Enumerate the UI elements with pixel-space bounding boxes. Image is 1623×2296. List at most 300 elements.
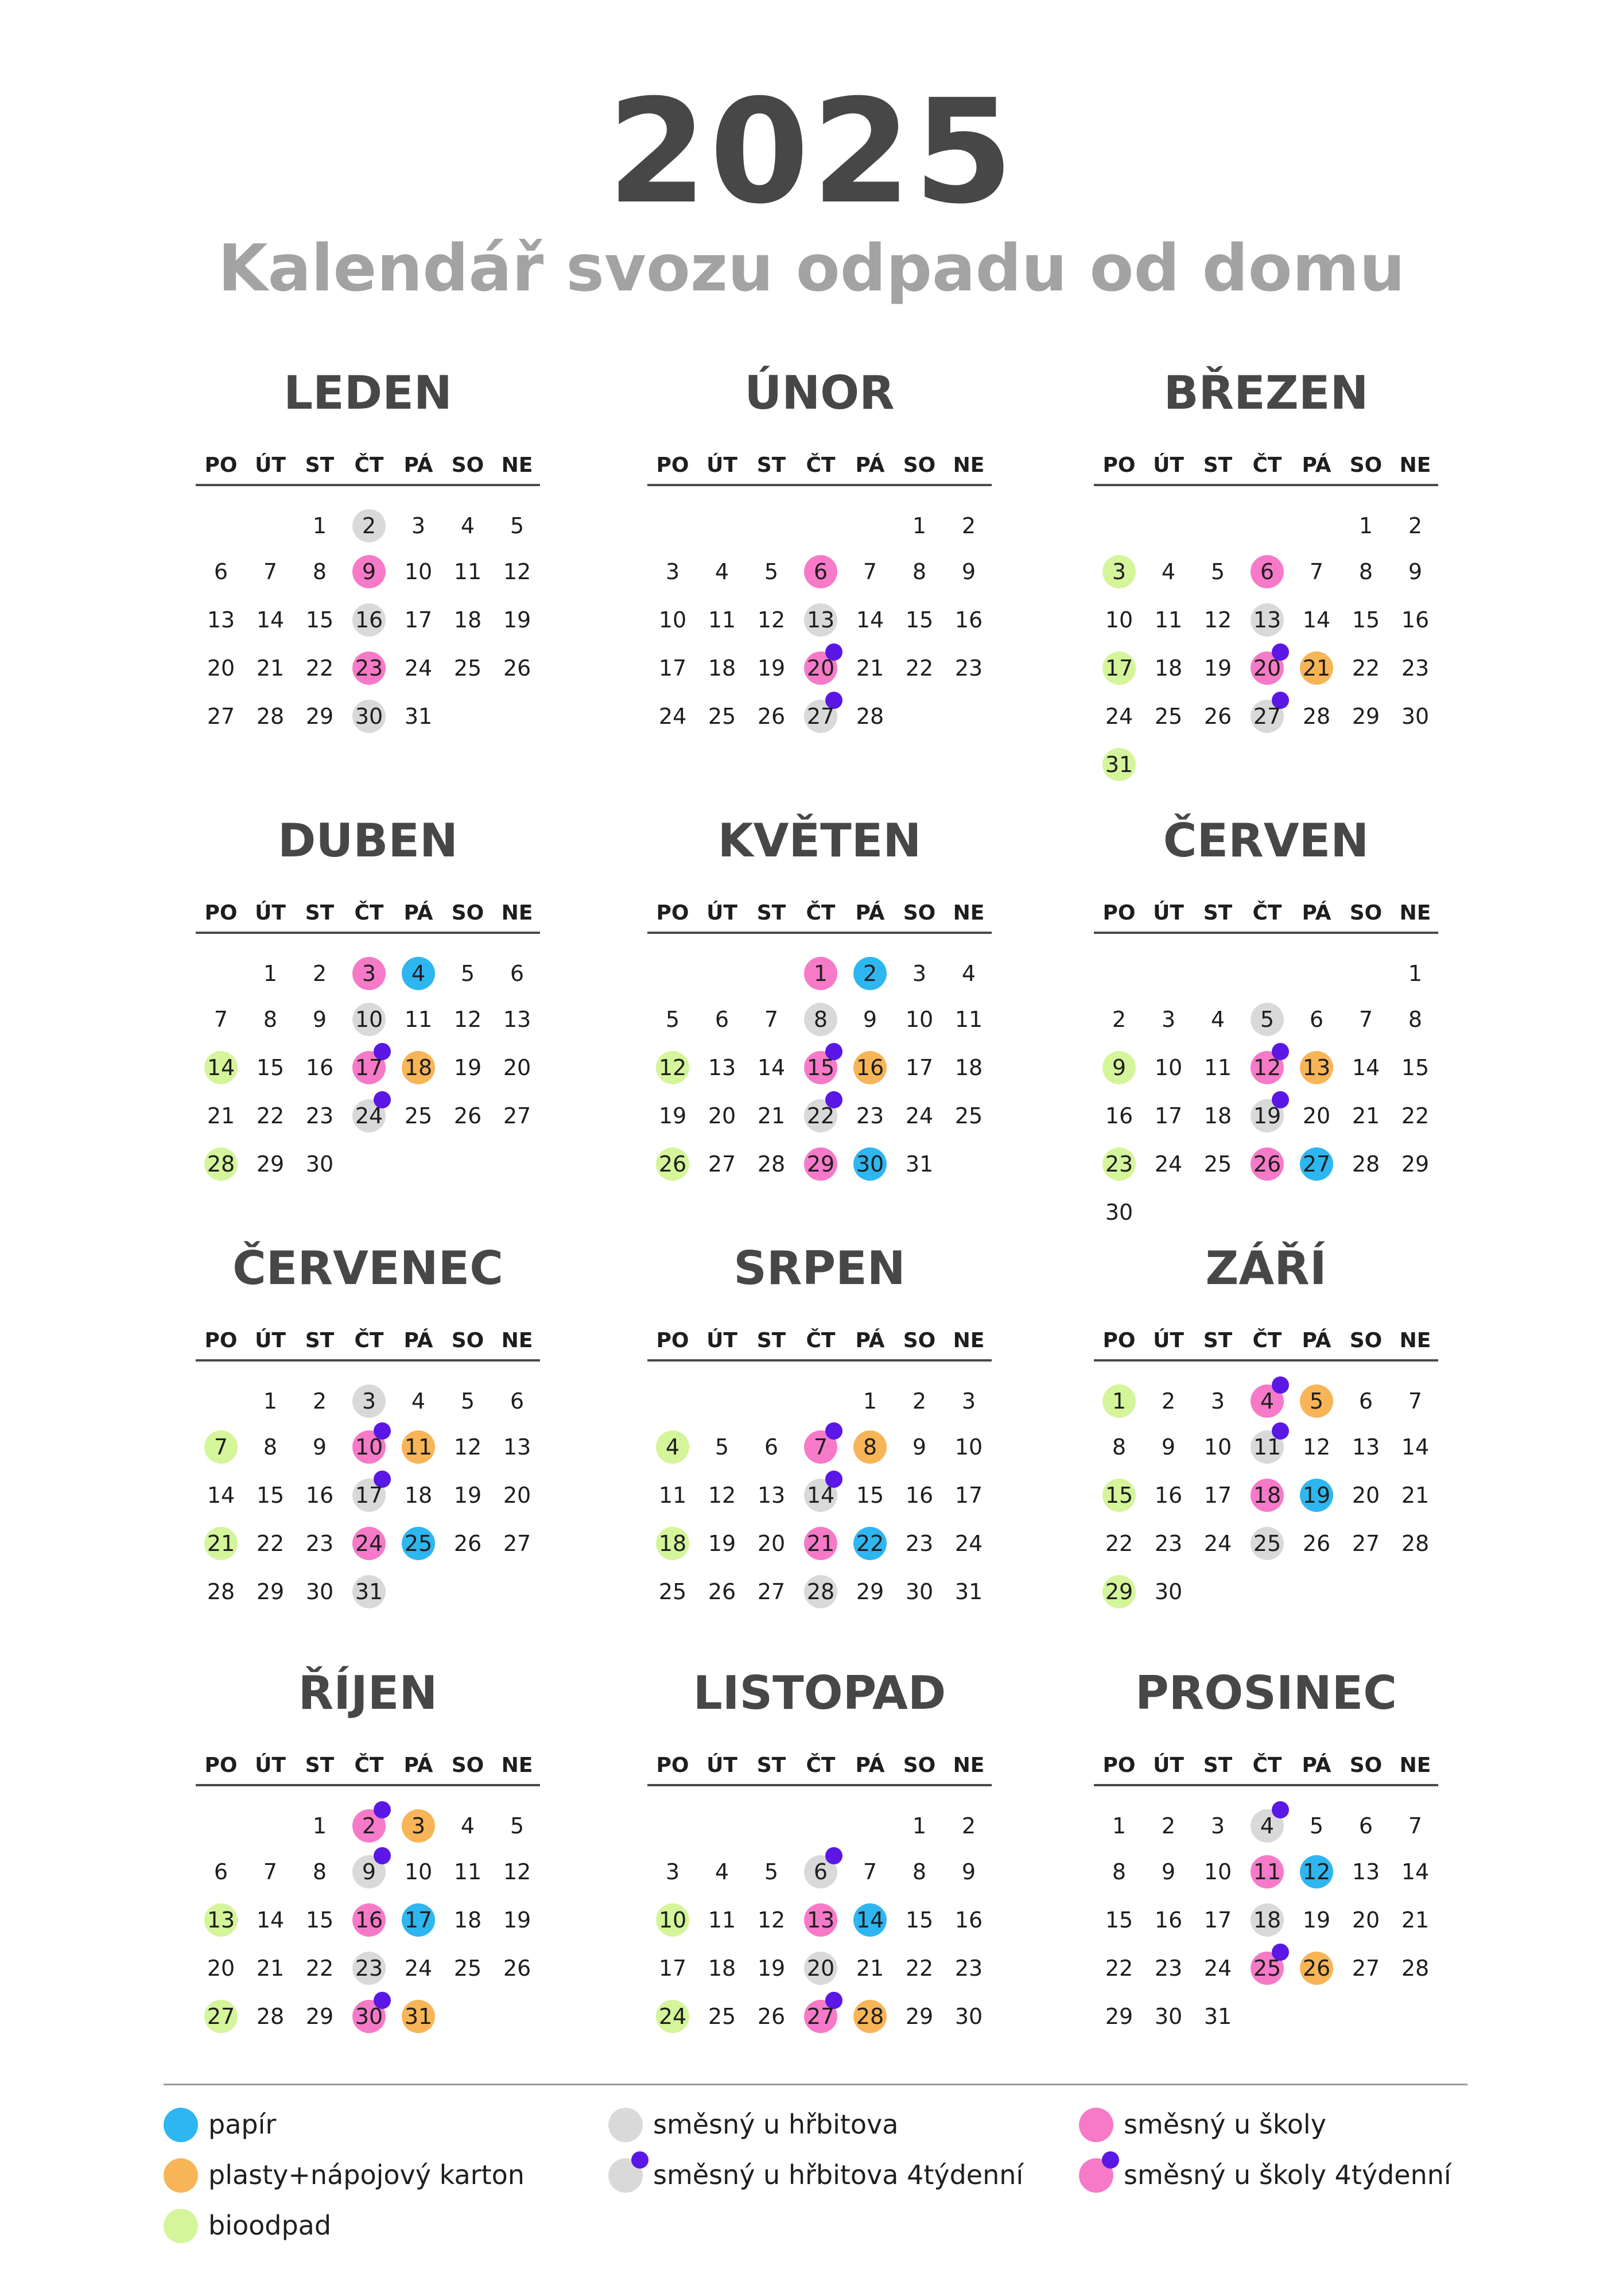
weekday-header: ÚT: [1153, 453, 1184, 477]
day-number: 12: [708, 1483, 736, 1508]
day-number: 5: [460, 961, 475, 986]
weekday-header: ST: [305, 453, 335, 477]
day-number: 25: [404, 1531, 433, 1556]
day-number: 12: [1302, 1434, 1331, 1460]
weekday-header: ST: [756, 1329, 786, 1352]
day-number: 16: [954, 607, 983, 633]
day-number: 30: [1401, 704, 1430, 729]
day-number: 2: [912, 1389, 927, 1414]
day-number: 29: [256, 1579, 285, 1604]
day-number: 5: [1309, 1813, 1324, 1839]
weekday-header: SO: [1349, 1329, 1383, 1352]
day-number: 22: [305, 1956, 334, 1981]
day-number: 8: [1358, 559, 1373, 584]
day-number: 21: [207, 1531, 235, 1556]
day-number: 28: [1401, 1956, 1430, 1981]
day-number: 2: [1112, 1007, 1127, 1032]
day-number: 16: [355, 607, 383, 633]
day-number: 17: [404, 607, 433, 633]
day-number: 5: [1210, 559, 1225, 584]
weekday-header: SO: [451, 453, 484, 477]
day-number: 26: [1253, 1151, 1282, 1177]
day-number: 12: [757, 607, 786, 633]
weekday-header: ČT: [1252, 1754, 1282, 1777]
day-number: 20: [1302, 1103, 1331, 1128]
day-number: 18: [1253, 1483, 1282, 1508]
legend-label: směsný u hřbitova: [653, 2109, 899, 2140]
day-number: 16: [305, 1055, 334, 1080]
day-number: 10: [404, 559, 433, 584]
day-number: 16: [905, 1483, 934, 1508]
weekday-header: ÚT: [255, 1754, 286, 1777]
day-number: 25: [404, 1103, 433, 1128]
day-number: 28: [757, 1151, 786, 1177]
day-number: 1: [813, 961, 828, 986]
day-number: 13: [1352, 1434, 1380, 1460]
day-number: 3: [411, 1813, 426, 1839]
legend-label: směsný u školy 4týdenní: [1124, 2159, 1451, 2190]
day-number: 28: [207, 1579, 235, 1604]
weekday-header: PO: [204, 1754, 238, 1777]
day-number: 27: [207, 2004, 235, 2029]
month-name: ČERVEN: [1163, 814, 1369, 867]
weekday-header: ČT: [806, 1754, 836, 1777]
weekday-header: ST: [1203, 1754, 1233, 1777]
day-number: 20: [503, 1483, 531, 1508]
day-number: 13: [1352, 1859, 1380, 1884]
day-number: 4: [665, 1434, 680, 1460]
day-number: 1: [312, 1813, 327, 1839]
legend-swatch: [164, 2209, 198, 2243]
day-number: 13: [757, 1483, 786, 1508]
year-title: 2025: [607, 68, 1016, 235]
day-number: 6: [1260, 559, 1275, 584]
day-number: 19: [1302, 1907, 1331, 1933]
day-number: 13: [503, 1007, 531, 1032]
day-number: 3: [912, 961, 927, 986]
legend-swatch: [608, 2108, 643, 2142]
day-number: 6: [764, 1434, 779, 1460]
weekday-header: SO: [903, 1329, 936, 1352]
weekday-header: NE: [1399, 1329, 1431, 1352]
day-number: 11: [954, 1007, 983, 1032]
day-number: 27: [1253, 704, 1282, 729]
day-number: 22: [1105, 1956, 1133, 1981]
day-number: 1: [1112, 1813, 1127, 1839]
day-number: 4: [1161, 559, 1176, 584]
day-number: 21: [1401, 1907, 1430, 1933]
day-number: 17: [1203, 1907, 1232, 1933]
day-number: 13: [207, 1907, 235, 1933]
legend-label: bioodpad: [208, 2210, 332, 2241]
day-number: 23: [856, 1103, 884, 1128]
day-number: 4: [460, 1813, 475, 1839]
day-number: 11: [453, 559, 482, 584]
day-number: 2: [863, 961, 877, 986]
day-number: 30: [954, 2004, 983, 2029]
day-number: 3: [1112, 559, 1127, 584]
day-number: 3: [1210, 1813, 1225, 1839]
month-name: SRPEN: [733, 1242, 906, 1295]
day-number: 29: [1105, 1579, 1133, 1604]
day-number: 14: [207, 1055, 235, 1080]
day-number: 21: [207, 1103, 235, 1128]
day-number: 2: [362, 1813, 376, 1839]
legend-label: plasty+nápojový karton: [208, 2159, 525, 2190]
day-number: 4: [411, 961, 426, 986]
day-number: 9: [362, 1859, 376, 1884]
weekday-header: PO: [204, 901, 238, 925]
day-number: 6: [213, 1859, 228, 1884]
day-number: 2: [1408, 513, 1423, 538]
day-number: 10: [404, 1859, 433, 1884]
day-number: 1: [1358, 513, 1373, 538]
weekday-header: NE: [953, 1329, 985, 1352]
day-number: 6: [813, 1859, 828, 1884]
day-number: 18: [404, 1483, 433, 1508]
day-number: 26: [453, 1103, 482, 1128]
day-number: 22: [856, 1531, 884, 1556]
day-number: 14: [856, 607, 884, 633]
month-name: ÚNOR: [744, 366, 895, 420]
day-number: 30: [1105, 1200, 1133, 1225]
day-number: 8: [263, 1434, 278, 1460]
day-number: 18: [708, 656, 736, 681]
day-number: 11: [404, 1434, 433, 1460]
day-number: 17: [1154, 1103, 1183, 1128]
weekday-rule: [196, 1784, 540, 1786]
weekday-header: ST: [756, 901, 786, 925]
weekday-header: PÁ: [1302, 453, 1331, 477]
weekday-header: ČT: [806, 453, 836, 477]
weekday-header: ST: [305, 1329, 335, 1352]
day-number: 11: [1253, 1859, 1282, 1884]
weekday-header: PO: [656, 901, 689, 925]
weekday-header: ÚT: [706, 453, 737, 477]
weekday-header: ÚT: [255, 453, 286, 477]
day-number: 26: [503, 656, 531, 681]
day-number: 24: [658, 2004, 687, 2029]
day-number: 7: [813, 1434, 828, 1460]
weekday-header: ČT: [1252, 1329, 1282, 1352]
day-number: 27: [503, 1103, 531, 1128]
day-number: 9: [1161, 1859, 1176, 1884]
day-number: 13: [1302, 1055, 1331, 1080]
day-number: 9: [1112, 1055, 1127, 1080]
day-number: 13: [503, 1434, 531, 1460]
day-number: 2: [961, 513, 976, 538]
day-number: 19: [658, 1103, 687, 1128]
day-number: 14: [856, 1907, 884, 1933]
weekday-rule: [1094, 1359, 1438, 1362]
day-number: 29: [806, 1151, 835, 1177]
day-number: 20: [207, 656, 235, 681]
day-number: 24: [355, 1531, 383, 1556]
day-number: 13: [708, 1055, 736, 1080]
day-number: 17: [355, 1483, 383, 1508]
day-number: 15: [256, 1055, 285, 1080]
day-number: 5: [510, 1813, 525, 1839]
day-number: 20: [1352, 1483, 1380, 1508]
day-number: 19: [1302, 1483, 1331, 1508]
day-number: 2: [961, 1813, 976, 1839]
day-number: 25: [1203, 1151, 1232, 1177]
day-number: 13: [806, 607, 835, 633]
day-number: 5: [510, 513, 525, 538]
day-number: 22: [305, 656, 334, 681]
day-number: 10: [355, 1007, 383, 1032]
day-number: 23: [305, 1103, 334, 1128]
day-number: 30: [355, 2004, 383, 2029]
day-number: 19: [453, 1055, 482, 1080]
day-number: 12: [453, 1434, 482, 1460]
day-number: 6: [1358, 1389, 1373, 1414]
day-number: 2: [362, 513, 376, 538]
day-number: 1: [863, 1389, 877, 1414]
day-number: 1: [912, 1813, 927, 1839]
day-number: 13: [1253, 607, 1282, 633]
day-number: 15: [305, 607, 334, 633]
day-number: 24: [1154, 1151, 1183, 1177]
weekday-header: SO: [1349, 901, 1383, 925]
day-number: 14: [256, 607, 285, 633]
weekday-header: PÁ: [403, 1754, 433, 1777]
day-number: 20: [806, 1956, 835, 1981]
weekday-header: PÁ: [1302, 1329, 1331, 1352]
day-number: 26: [1203, 704, 1232, 729]
month-name: ZÁŘÍ: [1205, 1242, 1327, 1295]
calendar-subtitle: Kalendář svozu odpadu od domu: [218, 231, 1405, 306]
day-number: 18: [1203, 1103, 1232, 1128]
weekday-header: SO: [903, 1754, 936, 1777]
day-number: 28: [856, 704, 884, 729]
day-number: 21: [1401, 1483, 1430, 1508]
day-number: 10: [658, 1907, 687, 1933]
day-number: 22: [1105, 1531, 1133, 1556]
day-number: 15: [1105, 1907, 1133, 1933]
day-number: 9: [312, 1434, 327, 1460]
day-number: 3: [411, 513, 426, 538]
day-number: 12: [1302, 1859, 1331, 1884]
weekday-rule: [647, 932, 992, 934]
day-number: 5: [764, 1859, 779, 1884]
month-name: ŘÍJEN: [298, 1666, 438, 1720]
day-number: 30: [305, 1579, 334, 1604]
day-number: 1: [263, 1389, 278, 1414]
day-number: 22: [1352, 656, 1380, 681]
day-number: 29: [256, 1151, 285, 1177]
day-number: 22: [256, 1103, 285, 1128]
day-number: 9: [912, 1434, 927, 1460]
day-number: 18: [658, 1531, 687, 1556]
weekday-rule: [1094, 1784, 1438, 1786]
day-number: 6: [1358, 1813, 1373, 1839]
day-number: 26: [1302, 1956, 1331, 1981]
day-number: 12: [453, 1007, 482, 1032]
day-number: 6: [813, 559, 828, 584]
weekday-header: ÚT: [1153, 1329, 1184, 1352]
day-number: 17: [658, 656, 687, 681]
day-number: 21: [1352, 1103, 1380, 1128]
day-number: 7: [1408, 1813, 1423, 1839]
day-number: 8: [912, 1859, 927, 1884]
weekday-header: ST: [305, 901, 335, 925]
day-number: 2: [312, 961, 327, 986]
legend-swatch: [164, 2158, 198, 2193]
day-number: 27: [1352, 1956, 1380, 1981]
day-number: 16: [856, 1055, 884, 1080]
day-number: 9: [863, 1007, 877, 1032]
day-number: 27: [757, 1579, 786, 1604]
day-number: 24: [404, 1956, 433, 1981]
legend-label: směsný u školy: [1124, 2109, 1326, 2140]
day-number: 28: [806, 1579, 835, 1604]
day-number: 28: [256, 704, 285, 729]
day-number: 11: [404, 1007, 433, 1032]
day-number: 5: [764, 559, 779, 584]
day-number: 19: [708, 1531, 736, 1556]
day-number: 17: [355, 1055, 383, 1080]
day-number: 17: [905, 1055, 934, 1080]
day-number: 18: [708, 1956, 736, 1981]
day-number: 21: [256, 656, 285, 681]
day-number: 26: [1302, 1531, 1331, 1556]
day-number: 7: [213, 1434, 228, 1460]
day-number: 22: [806, 1103, 835, 1128]
day-number: 10: [1203, 1434, 1232, 1460]
day-number: 20: [503, 1055, 531, 1080]
day-number: 24: [658, 704, 687, 729]
day-number: 12: [1253, 1055, 1282, 1080]
weekday-header: PO: [204, 1329, 238, 1352]
day-number: 3: [665, 1859, 680, 1884]
day-number: 7: [863, 559, 877, 584]
weekday-header: ST: [756, 1754, 786, 1777]
four-weekly-marker: [631, 2151, 649, 2169]
day-number: 25: [453, 1956, 482, 1981]
day-number: 25: [708, 704, 736, 729]
day-number: 4: [715, 559, 729, 584]
weekday-header: NE: [501, 901, 533, 925]
day-number: 15: [905, 607, 934, 633]
day-number: 14: [1401, 1859, 1430, 1884]
day-number: 9: [1408, 559, 1423, 584]
weekday-header: ČT: [806, 1329, 836, 1352]
day-number: 11: [453, 1859, 482, 1884]
weekday-header: PÁ: [403, 901, 433, 925]
day-number: 18: [954, 1055, 983, 1080]
day-number: 16: [1401, 607, 1430, 633]
day-number: 28: [1401, 1531, 1430, 1556]
day-number: 30: [905, 1579, 934, 1604]
day-number: 14: [1302, 607, 1331, 633]
day-number: 9: [362, 559, 376, 584]
day-number: 18: [1154, 656, 1183, 681]
weekday-header: ÚT: [706, 901, 737, 925]
day-number: 30: [305, 1151, 334, 1177]
day-number: 24: [404, 656, 433, 681]
day-number: 20: [757, 1531, 786, 1556]
day-number: 7: [1358, 1007, 1373, 1032]
day-number: 5: [715, 1434, 729, 1460]
day-number: 31: [1203, 2004, 1232, 2029]
day-number: 19: [757, 656, 786, 681]
day-number: 14: [207, 1483, 235, 1508]
weekday-rule: [196, 484, 540, 486]
day-number: 8: [912, 559, 927, 584]
day-number: 24: [954, 1531, 983, 1556]
day-number: 23: [1154, 1956, 1183, 1981]
day-number: 25: [954, 1103, 983, 1128]
day-number: 19: [503, 607, 531, 633]
weekday-header: SO: [1349, 453, 1383, 477]
day-number: 19: [503, 1907, 531, 1933]
day-number: 27: [1352, 1531, 1380, 1556]
day-number: 4: [715, 1859, 729, 1884]
weekday-header: PO: [1102, 901, 1136, 925]
day-number: 31: [404, 2004, 433, 2029]
day-number: 21: [856, 1956, 884, 1981]
weekday-header: PO: [656, 1329, 689, 1352]
day-number: 17: [1203, 1483, 1232, 1508]
day-number: 7: [1408, 1389, 1423, 1414]
day-number: 28: [207, 1151, 235, 1177]
weekday-header: SO: [903, 453, 936, 477]
day-number: 30: [1154, 2004, 1183, 2029]
day-number: 23: [905, 1531, 934, 1556]
day-number: 7: [213, 1007, 228, 1032]
month-name: LEDEN: [284, 366, 452, 420]
weekday-header: ČT: [354, 901, 384, 925]
day-number: 20: [207, 1956, 235, 1981]
weekday-rule: [1094, 932, 1438, 934]
weekday-header: ČT: [1252, 453, 1282, 477]
day-number: 23: [954, 656, 983, 681]
day-number: 29: [1352, 704, 1380, 729]
weekday-header: PO: [204, 453, 238, 477]
weekday-header: PÁ: [855, 453, 885, 477]
weekday-header: NE: [1399, 453, 1431, 477]
day-number: 4: [961, 961, 976, 986]
day-number: 1: [1408, 961, 1423, 986]
day-number: 30: [1154, 1579, 1183, 1604]
day-number: 27: [708, 1151, 736, 1177]
day-number: 7: [263, 559, 278, 584]
day-number: 7: [863, 1859, 877, 1884]
weekday-rule: [196, 932, 540, 934]
weekday-header: PÁ: [855, 901, 885, 925]
day-number: 19: [1203, 656, 1232, 681]
day-number: 13: [207, 607, 235, 633]
month-name: LISTOPAD: [693, 1666, 946, 1720]
weekday-header: PO: [656, 453, 689, 477]
day-number: 10: [658, 607, 687, 633]
weekday-rule: [647, 484, 992, 486]
day-number: 8: [813, 1007, 828, 1032]
day-number: 27: [806, 2004, 835, 2029]
day-number: 11: [708, 607, 736, 633]
day-number: 4: [1260, 1389, 1275, 1414]
day-number: 18: [404, 1055, 433, 1080]
legend-swatch: [1079, 2108, 1113, 2142]
day-number: 24: [1203, 1956, 1232, 1981]
day-number: 25: [658, 1579, 687, 1604]
day-number: 14: [256, 1907, 285, 1933]
day-number: 8: [1408, 1007, 1423, 1032]
day-number: 24: [1105, 704, 1133, 729]
day-number: 31: [404, 704, 433, 729]
day-number: 4: [1210, 1007, 1225, 1032]
